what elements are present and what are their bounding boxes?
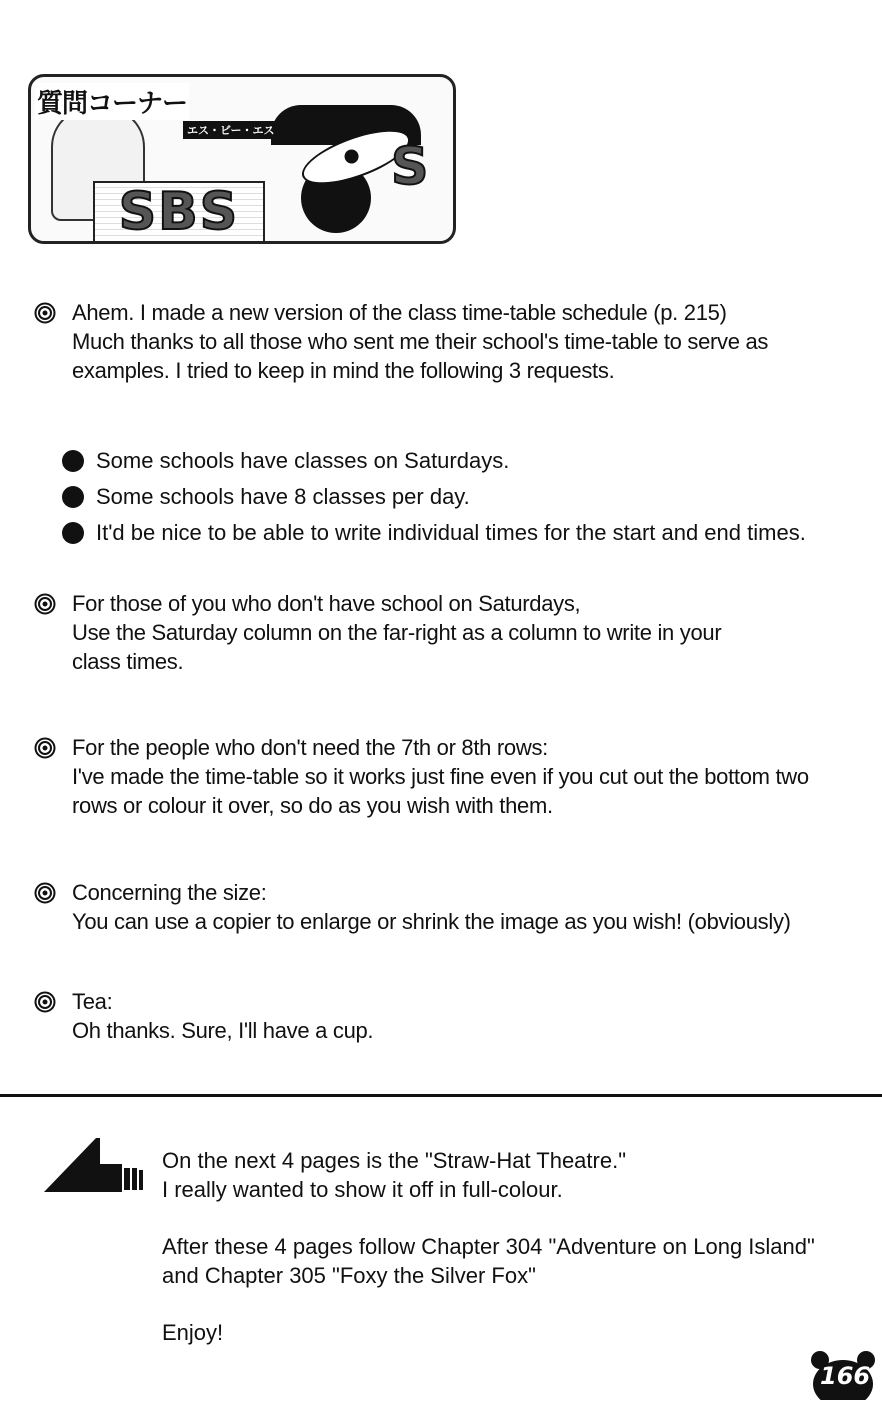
section-timetable-intro [34, 298, 768, 385]
request-text: It'd be nice to be able to write individual times for the start and end times. [96, 520, 806, 545]
section-rows [34, 733, 809, 820]
section-line: Use the Saturday column on the far-right as a column to write in your [72, 620, 722, 645]
section-tea [34, 987, 373, 1045]
list-item [62, 479, 806, 515]
spiral-icon [34, 991, 56, 1013]
list-item [62, 443, 806, 479]
section-line: examples. I tried to keep in mind the following 3 requests. [72, 358, 615, 383]
spiral-icon [34, 302, 56, 324]
spiral-icon [34, 737, 56, 759]
footer-line: After these 4 pages follow Chapter 304 "Adventure on Long Island" [162, 1234, 815, 1259]
bullet-icon [62, 522, 84, 544]
request-text: Some schools have 8 classes per day. [96, 484, 470, 509]
section-line: Concerning the size: [72, 880, 267, 905]
page-number: 166 [820, 1362, 871, 1390]
requests-list [62, 443, 806, 551]
footer-closing: Enjoy! [162, 1320, 224, 1345]
section-line: class times. [72, 649, 184, 674]
section-divider [0, 1094, 882, 1097]
footer-line: I really wanted to show it off in full-colour. [162, 1177, 563, 1202]
bullet-icon [62, 486, 84, 508]
request-text: Some schools have classes on Saturdays. [96, 448, 510, 473]
sbs-sign [93, 181, 265, 243]
section-line: Oh thanks. Sure, I'll have a cup. [72, 1018, 374, 1043]
footer-line: and Chapter 305 "Foxy the Silver Fox" [162, 1263, 536, 1288]
footer-line: On the next 4 pages is the "Straw-Hat Theatre." [162, 1148, 627, 1173]
pointing-hand-icon [40, 1134, 146, 1198]
bullet-icon [62, 450, 84, 472]
sbs-sign-text: SBS [118, 182, 240, 242]
page-number-badge [808, 1350, 878, 1400]
section-line: For those of you who don't have school on Saturdays, [72, 591, 581, 616]
list-item [62, 515, 806, 551]
spiral-icon [34, 593, 56, 615]
footer-notice [162, 1146, 815, 1347]
section-size [34, 878, 791, 936]
section-line: Ahem. I made a new version of the class time-table schedule (p. 215) [72, 300, 727, 325]
banner-extra-s: S [391, 137, 431, 197]
section-saturday [34, 589, 721, 676]
section-line: For the people who don't need the 7th or 8th rows: [72, 735, 548, 760]
sbs-header-banner [28, 74, 456, 244]
spiral-icon [34, 882, 56, 904]
section-line: You can use a copier to enlarge or shrink the image as you wish! (obviously) [72, 909, 791, 934]
banner-jp-title: 質問コーナー [35, 83, 189, 120]
section-line: Tea: [72, 989, 113, 1014]
section-line: I've made the time-table so it works just fine even if you cut out the bottom two [72, 764, 809, 789]
banner-jp-subtitle: エス・ビー・エス [183, 121, 279, 139]
section-line: Much thanks to all those who sent me their school's time-table to serve as [72, 329, 769, 354]
section-line: rows or colour it over, so do as you wish with them. [72, 793, 553, 818]
